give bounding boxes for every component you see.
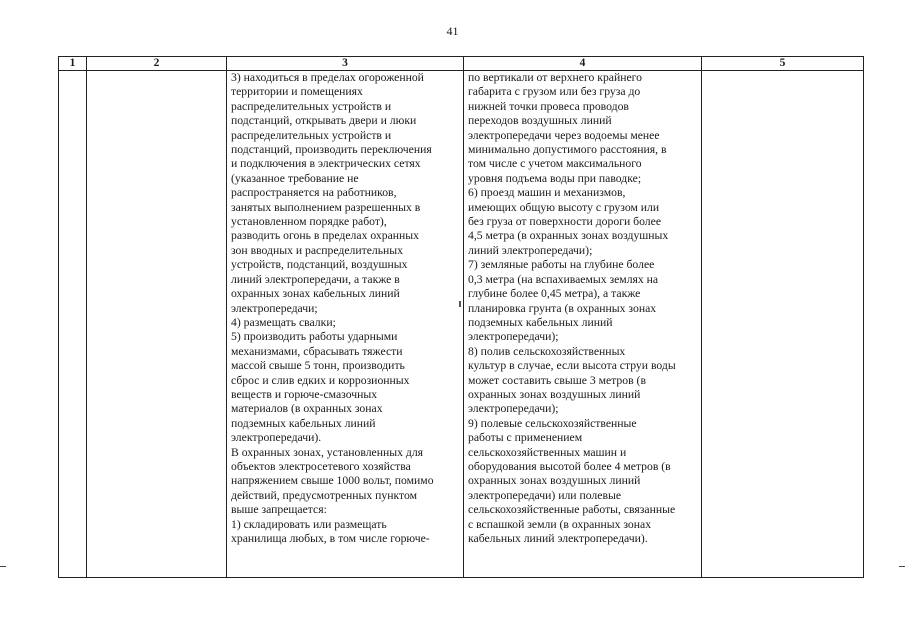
page-number: 41	[446, 24, 459, 38]
cell-col-3-text: 3) находиться в пределах огороженной территории и помещениях распределительных устройств и подстанций, открывать двери и люки распределительных устройств и подстанций, производить переключения и подключения в электрических сетях (указанное требование не распространяется на работников, занятых выполнением разрешенных в установленном порядке работ), разводить огонь в пределах охранных зон вводных и распределительных устройств, подстанций, воздушных линий электропередачи, а также в охранных зонах кабельных линий электропередачи; 4) размещать свалки; 5) производить работы ударными механизмами, сбрасывать тяжести массой свыше 5 тонн, производить сброс и слив едких и коррозионных веществ и горюче-смазочных материалов (в охранных зонах подземных кабельных линий электропередачи). В охранных зонах, установленных для объектов электросетевого хозяйства напряжением свыше 1000 вольт, помимо действий, предусмотренных пунктом выше запрещается: 1) складировать или размещать хранилища любых, в том числе горюче-	[231, 71, 434, 545]
cell-col-2	[87, 71, 227, 578]
cell-col-1	[59, 71, 87, 578]
header-col-1: 1	[59, 57, 87, 71]
table-row	[59, 71, 864, 578]
document-table	[58, 56, 864, 578]
cell-col-3	[227, 71, 464, 578]
cell-col-4-text: по вертикали от верхнего крайнего габарита с грузом или без груза до нижней точки провеса проводов переходов воздушных линий электропередачи через водоемы менее минимально допустимого расстояния, в том числе с учетом максимального уровня подъема воды при паводке; 6) проезд машин и механизмов, имеющих общую высоту с грузом или без груза от поверхности дороги более 4,5 метра (в охранных зонах воздушных линий электропередачи); 7) земляные работы на глубине более 0,3 метра (на вспахиваемых землях на глубине более 0,45 метра), а также планировка грунта (в охранных зонах подземных кабельных линий электропередачи); 8) полив сельскохозяйственных культур в случае, если высота струи воды может составить свыше 3 метров (в охранных зонах воздушных линий электропередачи); 9) полевые сельскохозяйственные работы с применением сельскохозяйственных машин и оборудования высотой более 4 метров (в охранных зонах воздушных линий электропередачи) или полевые сельскохозяйственные работы, связанные с вспашкой земли (в охранных зонах кабельных линий электропередачи).	[468, 71, 676, 545]
scan-edge-tick-right	[899, 566, 905, 567]
header-col-2: 2	[87, 57, 227, 71]
header-col-3: 3	[227, 57, 464, 71]
cell-col-4	[464, 71, 702, 578]
table-header-row	[59, 57, 864, 71]
cell-col-5	[702, 71, 864, 578]
header-col-4: 4	[464, 57, 702, 71]
scan-mark	[459, 301, 461, 307]
header-col-5: 5	[702, 57, 864, 71]
scan-edge-tick-left	[0, 566, 6, 567]
